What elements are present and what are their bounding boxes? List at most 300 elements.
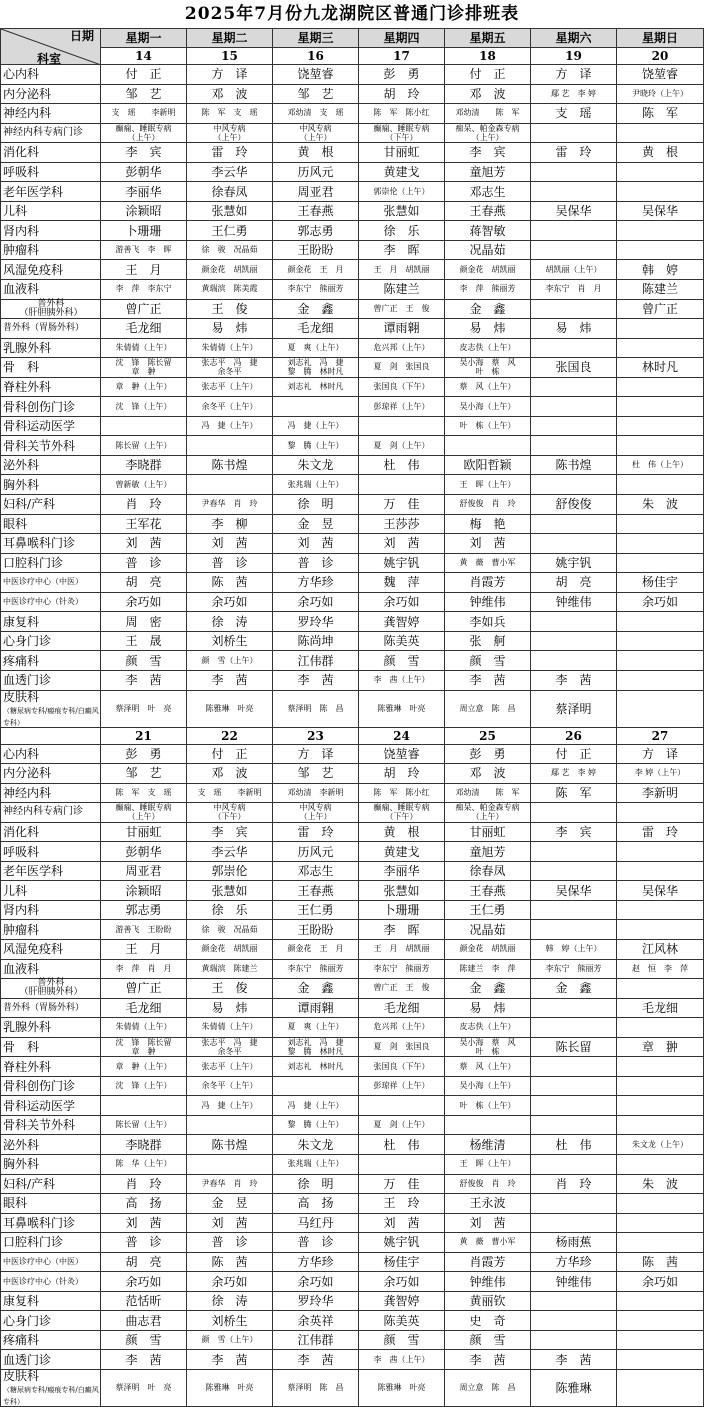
schedule-cell: 余巧如 [101,1272,187,1292]
dept-name [1,495,101,515]
dept-name [1,803,101,823]
dept-name-part: 中医诊疗中心（中医） [3,577,83,587]
dept-name [1,939,101,959]
dept-name-part: 普外科 [37,298,65,309]
schedule-cell: 胡凯丽（上午） [531,260,617,280]
dept-name [1,1096,101,1116]
schedule-cell: 李丽华 [101,182,187,202]
schedule-cell: 余冬平（上午） [187,397,273,417]
schedule-cell: 邹 艺 [273,84,359,104]
schedule-cell: 冯 捷（上午） [273,416,359,436]
schedule-cell [445,436,531,456]
schedule-cell: 蔡泽明 叶 亮 [101,1370,187,1407]
dept-name-part: 肾内科 [3,223,40,238]
dept-row [1,1018,704,1038]
dept-name [1,959,101,979]
schedule-cell: 张慧如 [359,201,445,221]
schedule-cell: 徐 骏 况晶茹 [187,920,273,940]
schedule-cell: 王春燕 [445,881,531,901]
schedule-cell: 中风专病 （上午） [187,123,273,143]
schedule-cell: 中风专病 （上午） [273,803,359,823]
schedule-cell: 江伟群 [273,1330,359,1350]
schedule-cell: 毛龙细 [617,998,704,1018]
schedule-cell: 张志平 冯 捷 余冬平 [187,358,273,378]
dept-row [1,861,704,881]
schedule-cell [531,240,617,260]
dept-name-part: 血透门诊 [3,1352,52,1367]
schedule-cell: 皮志佚（上午） [445,1018,531,1038]
dept-name [1,143,101,163]
schedule-cell: 付 正 [531,744,617,764]
schedule-cell: 刘 茜 [445,1213,531,1233]
weekday-header: 星期二 [187,29,273,48]
dept-name [1,221,101,241]
dept-name [1,764,101,784]
schedule-cell: 游善飞 王盼盼 [101,920,187,940]
dept-row [1,377,704,397]
schedule-cell [617,1057,704,1077]
schedule-cell: 郭志勇 [273,221,359,241]
weekday-header: 星期四 [359,29,445,48]
schedule-cell [531,534,617,554]
schedule-cell: 冯 捷（上午） [273,1096,359,1116]
date-cell: 23 [273,727,359,744]
schedule-cell: 黄建戈 [359,162,445,182]
schedule-cell: 肖 玲 [101,1174,187,1194]
dept-name-part: 口腔科门诊 [3,1235,64,1250]
schedule-cell: 朱倩倩（上午） [101,1018,187,1038]
schedule-cell: 金 昱 [273,514,359,534]
dept-name [1,534,101,554]
schedule-cell: 黄丽钦 [445,1291,531,1311]
date-row [1,48,704,65]
schedule-cell [617,162,704,182]
schedule-cell [187,436,273,456]
schedule-cell: 李新明 [617,783,704,803]
schedule-cell: 曾新敏（上午） [101,475,187,495]
dept-row [1,84,704,104]
schedule-cell: 曾广正 [101,299,187,319]
schedule-cell: 王 月 [101,939,187,959]
schedule-cell: 金 鑫 [445,979,531,999]
dept-name [1,1370,101,1407]
schedule-cell: 梅 艳 [445,514,531,534]
dept-row [1,1370,704,1407]
dept-name [1,1076,101,1096]
schedule-cell: 吴保华 [531,881,617,901]
schedule-cell: 周立意 陈 昌 [445,690,531,727]
dept-name [1,573,101,593]
schedule-cell: 徐 明 [273,495,359,515]
date-cell: 17 [359,48,445,65]
dept-name-part: （肝胆胰外科） [19,987,83,998]
schedule-cell: 罗玲华 [273,1291,359,1311]
schedule-cell [273,1076,359,1096]
dept-name-part: 骨科运动医学 [3,1098,76,1113]
dept-row [1,416,704,436]
schedule-cell: 蔡泽明 陈 昌 [273,1370,359,1407]
schedule-cell: 周亚君 [101,861,187,881]
schedule-cell: 刘志礼 林时凡 [273,377,359,397]
schedule-cell: 彭 勇 [445,744,531,764]
schedule-cell: 颜 雪 [101,651,187,671]
schedule-cell: 李晓群 [101,1135,187,1155]
schedule-cell: 周 密 [101,612,187,632]
schedule-cell: 陈书煌 [187,455,273,475]
dept-name-part: 耳鼻喉科门诊 [3,1215,76,1230]
weekday-header: 星期五 [445,29,531,48]
schedule-cell: 王仁勇 [273,900,359,920]
dept-row [1,123,704,143]
schedule-cell: 颜金花 王 月 [273,939,359,959]
dept-name [1,299,101,319]
date-row [1,727,704,744]
dept-name [1,553,101,573]
dept-name-part: 泌外科 [3,1137,40,1152]
schedule-cell: 王仁勇 [187,221,273,241]
schedule-cell: 李 茜 [101,1350,187,1370]
schedule-cell [531,920,617,940]
schedule-cell: 邓幼清 支 瑶 [273,104,359,124]
dept-row [1,1135,704,1155]
schedule-cell: 普 诊 [101,1233,187,1253]
schedule-cell: 王莎莎 [359,514,445,534]
schedule-cell: 肖霞芳 [445,1252,531,1272]
schedule-cell [531,475,617,495]
dept-name [1,201,101,221]
schedule-cell [617,979,704,999]
schedule-cell: 吴小海 蔡 风 叶 栋 [445,358,531,378]
schedule-cell: 张慧如 [359,881,445,901]
dept-name [1,842,101,862]
schedule-cell [531,377,617,397]
schedule-cell: 刘 茜 [359,1213,445,1233]
schedule-cell: 甘丽虹 [445,822,531,842]
schedule-cell: 夏 剑 张国良 [359,1037,445,1057]
schedule-cell: 张兆瑞（上午） [273,475,359,495]
dept-name-part: 骨 科 [3,360,40,375]
schedule-cell: 王永波 [445,1194,531,1214]
schedule-cell: 李 茜 [273,670,359,690]
schedule-cell: 郭志勇 [101,900,187,920]
schedule-cell: 杨维清 [445,1135,531,1155]
schedule-cell: 张志平（上午） [187,377,273,397]
schedule-cell: 李 晖 [359,240,445,260]
schedule-cell: 李 茜 [445,670,531,690]
dept-row [1,842,704,862]
dept-name-part: 妇科/产科 [3,497,56,512]
schedule-cell: 饶堃睿 [359,744,445,764]
schedule-cell: 徐 涛 [187,612,273,632]
schedule-cell: 李 萍 肖 月 [101,959,187,979]
schedule-cell: 陈美英 [359,1311,445,1331]
schedule-cell: 曾广正 王 俊 [359,299,445,319]
dept-row [1,881,704,901]
dept-row [1,920,704,940]
schedule-cell: 欧阳哲颖 [445,455,531,475]
schedule-cell: 刘志礼 冯 捷 黎 腾 林时凡 [273,358,359,378]
dept-name [1,592,101,612]
schedule-cell: 徐 骏 况晶茹 [187,240,273,260]
schedule-cell [617,842,704,862]
schedule-cell: 肖 玲 [101,495,187,515]
schedule-cell [359,1154,445,1174]
schedule-cell [531,842,617,862]
schedule-cell: 张志平（上午） [187,1057,273,1077]
schedule-cell: 陈 华（上午） [101,1154,187,1174]
schedule-cell [617,690,704,727]
schedule-cell: 彭朝华 [101,842,187,862]
dept-name-part: 中医诊疗中心（针灸） [3,597,83,607]
schedule-cell: 余巧如 [273,592,359,612]
schedule-cell [531,651,617,671]
schedule-cell: 童旭芳 [445,162,531,182]
weekday-header: 星期三 [273,29,359,48]
schedule-cell: 颜金花 胡凯丽 [187,260,273,280]
schedule-cell: 王盼盼 [273,240,359,260]
schedule-cell: 吴小海（上午） [445,1076,531,1096]
schedule-cell [531,514,617,534]
dept-row [1,299,704,319]
schedule-cell: 吴保华 [531,201,617,221]
schedule-cell: 王 月 胡凯丽 [359,939,445,959]
dept-name [1,260,101,280]
schedule-cell: 金 鑫 [531,979,617,999]
schedule-cell: 邓 波 [187,764,273,784]
schedule-cell: 李如兵 [445,612,531,632]
dept-name [1,670,101,690]
schedule-cell [531,1096,617,1116]
schedule-cell: 李 柳 [187,514,273,534]
schedule-cell [531,397,617,417]
schedule-cell: 陈雅琳 叶亮 [187,1370,273,1407]
schedule-cell: 吴小海 蔡 风 叶 栋 [445,1037,531,1057]
schedule-cell: 邓志生 [445,182,531,202]
dept-name [1,436,101,456]
schedule-cell: 沈 锋 陈长留 章 翀 [101,1037,187,1057]
schedule-cell: 癫痫、睡眠专病 （下午） [359,123,445,143]
schedule-cell [187,475,273,495]
schedule-cell: 雷 玲 [273,822,359,842]
schedule-cell [359,475,445,495]
schedule-cell: 赵 恒 李 萍 [617,959,704,979]
dept-row [1,1233,704,1253]
dept-name [1,1018,101,1038]
schedule-cell: 曾广正 [101,979,187,999]
schedule-cell: 邓 波 [187,84,273,104]
schedule-cell [617,514,704,534]
dept-row [1,1330,704,1350]
schedule-cell: 雷 玲 [617,822,704,842]
dept-name [1,240,101,260]
dept-row [1,651,704,671]
schedule-cell: 李 茜 [187,670,273,690]
dept-name [1,455,101,475]
dept-name-part: 骨科运动医学 [3,419,76,434]
schedule-cell: 李 宾 [101,143,187,163]
schedule-cell: 黄 根 [617,143,704,163]
dept-name [1,377,101,397]
dept-name [1,1311,101,1331]
schedule-cell [617,436,704,456]
schedule-cell: 历风元 [273,842,359,862]
dept-name [1,65,101,85]
schedule-cell: 吴保华 [617,881,704,901]
dept-name [1,397,101,417]
schedule-table [0,28,704,1407]
schedule-cell: 姚宇钒 [359,553,445,573]
dept-row [1,338,704,358]
schedule-cell: 易 炜 [187,998,273,1018]
schedule-cell: 皮志佚（上午） [445,338,531,358]
schedule-cell: 邓志生 [273,861,359,881]
schedule-cell: 刘志礼 林时凡 [273,1057,359,1077]
schedule-cell: 邓 波 [445,84,531,104]
schedule-cell: 癫痫、睡眠专病 （上午） [101,123,187,143]
schedule-cell [617,1311,704,1331]
schedule-cell: 王 俊 [187,979,273,999]
dept-row [1,764,704,784]
schedule-cell: 危兴邦（上午） [359,338,445,358]
schedule-cell: 王 晖（上午） [445,475,531,495]
schedule-cell: 王春燕 [273,881,359,901]
dept-row [1,553,704,573]
dept-row [1,1096,704,1116]
schedule-cell: 王盼盼 [273,920,359,940]
schedule-cell: 李东宁 熊丽芳 [531,959,617,979]
schedule-cell [617,377,704,397]
schedule-cell: 邓 波 [445,764,531,784]
dept-name-part: 血透门诊 [3,673,52,688]
dept-row [1,260,704,280]
schedule-cell [617,123,704,143]
schedule-cell: 李 茜 [531,1350,617,1370]
schedule-cell: 鄢 艺 李 婷 [531,84,617,104]
schedule-cell: 黄 根 [359,822,445,842]
schedule-cell: 胡 亮 [101,573,187,593]
schedule-cell: 朱文龙 [273,455,359,475]
schedule-cell: 郭崇伦 [187,861,273,881]
schedule-cell: 方 译 [273,744,359,764]
dept-name-part: 乳腺外科 [3,1020,52,1035]
schedule-cell: 方华珍 [273,1252,359,1272]
schedule-cell: 夏 爽（上午） [273,338,359,358]
dept-row [1,612,704,632]
dept-name-part: 神经内科专病门诊 [3,806,83,818]
schedule-cell: 普 诊 [187,1233,273,1253]
schedule-cell: 雷 玲 [531,143,617,163]
schedule-cell: 李 茜（上午） [359,670,445,690]
schedule-cell [531,861,617,881]
date-cell: 24 [359,727,445,744]
date-label: 日期 [69,29,94,43]
schedule-cell: 高 扬 [101,1194,187,1214]
date-dept-corner-cell [1,29,101,65]
schedule-cell: 中风专病 （下午） [187,803,273,823]
schedule-cell [531,123,617,143]
schedule-cell: 龚智婷 [359,612,445,632]
schedule-cell [617,475,704,495]
dept-name [1,744,101,764]
dept-name [1,162,101,182]
dept-row [1,436,704,456]
dept-name-part: 普外科（胃肠外科） [3,323,85,334]
schedule-cell: 易 炜 [445,998,531,1018]
dept-row [1,397,704,417]
schedule-cell [101,416,187,436]
dept-name-part: 康复科 [3,1294,40,1309]
schedule-cell: 况晶茹 [445,920,531,940]
schedule-cell: 陈雅琳 叶亮 [359,690,445,727]
schedule-cell: 毛龙细 [101,998,187,1018]
schedule-cell: 张国良 [531,358,617,378]
schedule-cell: 危兴邦（上午） [359,1018,445,1038]
schedule-cell: 魏 萍 [359,573,445,593]
schedule-cell [531,803,617,823]
dept-name [1,104,101,124]
schedule-cell: 万 佳 [359,1174,445,1194]
schedule-cell [531,1213,617,1233]
schedule-cell: 张慧如 [187,881,273,901]
schedule-cell: 姚宇钒 [359,1233,445,1253]
schedule-cell: 陈书煌 [531,455,617,475]
dept-name [1,900,101,920]
schedule-cell: 史 奇 [445,1311,531,1331]
schedule-cell: 普 诊 [101,553,187,573]
schedule-cell: 颜 雪 [359,651,445,671]
dept-name-part: 脊柱外科 [3,380,52,395]
dept-name-part: 胸外科 [3,477,40,492]
dept-name-part: 耳鼻喉科门诊 [3,536,76,551]
schedule-cell: 王 月 [101,260,187,280]
schedule-cell: 刘 茜 [187,534,273,554]
schedule-cell [531,162,617,182]
schedule-cell: 李 茜 [531,670,617,690]
dept-name-part: 骨科关节外科 [3,438,76,453]
schedule-cell: 彭朝华 [101,162,187,182]
schedule-cell: 颜金花 胡凯丽 [187,939,273,959]
schedule-cell: 王 晟 [101,631,187,651]
schedule-cell [531,900,617,920]
schedule-cell: 杨雨蕉 [531,1233,617,1253]
schedule-cell: 周亚君 [273,182,359,202]
dept-name-part: 血液科 [3,961,40,976]
schedule-cell [617,1096,704,1116]
schedule-cell: 李东宁 熊丽芳 [359,959,445,979]
schedule-cell: 彭 勇 [359,65,445,85]
schedule-cell [531,998,617,1018]
dept-row [1,822,704,842]
dept-name [1,1194,101,1214]
schedule-cell [617,338,704,358]
dept-name-part: 眼科 [3,1196,28,1211]
schedule-cell: 钟维伟 [531,1272,617,1292]
schedule-cell: 张 舸 [445,631,531,651]
schedule-cell [617,651,704,671]
schedule-cell [617,803,704,823]
schedule-cell [531,1115,617,1135]
schedule-cell: 王仁勇 [445,900,531,920]
schedule-cell [617,1018,704,1038]
schedule-cell [531,1057,617,1077]
schedule-cell: 黎 腾（上午） [273,1115,359,1135]
schedule-cell: 朱倩倩（上午） [187,338,273,358]
schedule-cell: 颜 雪（上午） [187,1330,273,1350]
schedule-cell: 黄 根 [273,143,359,163]
schedule-cell: 李东宁 熊丽芳 [273,959,359,979]
schedule-cell: 王 俊 [187,299,273,319]
schedule-cell: 沈 锋（上午） [101,1076,187,1096]
